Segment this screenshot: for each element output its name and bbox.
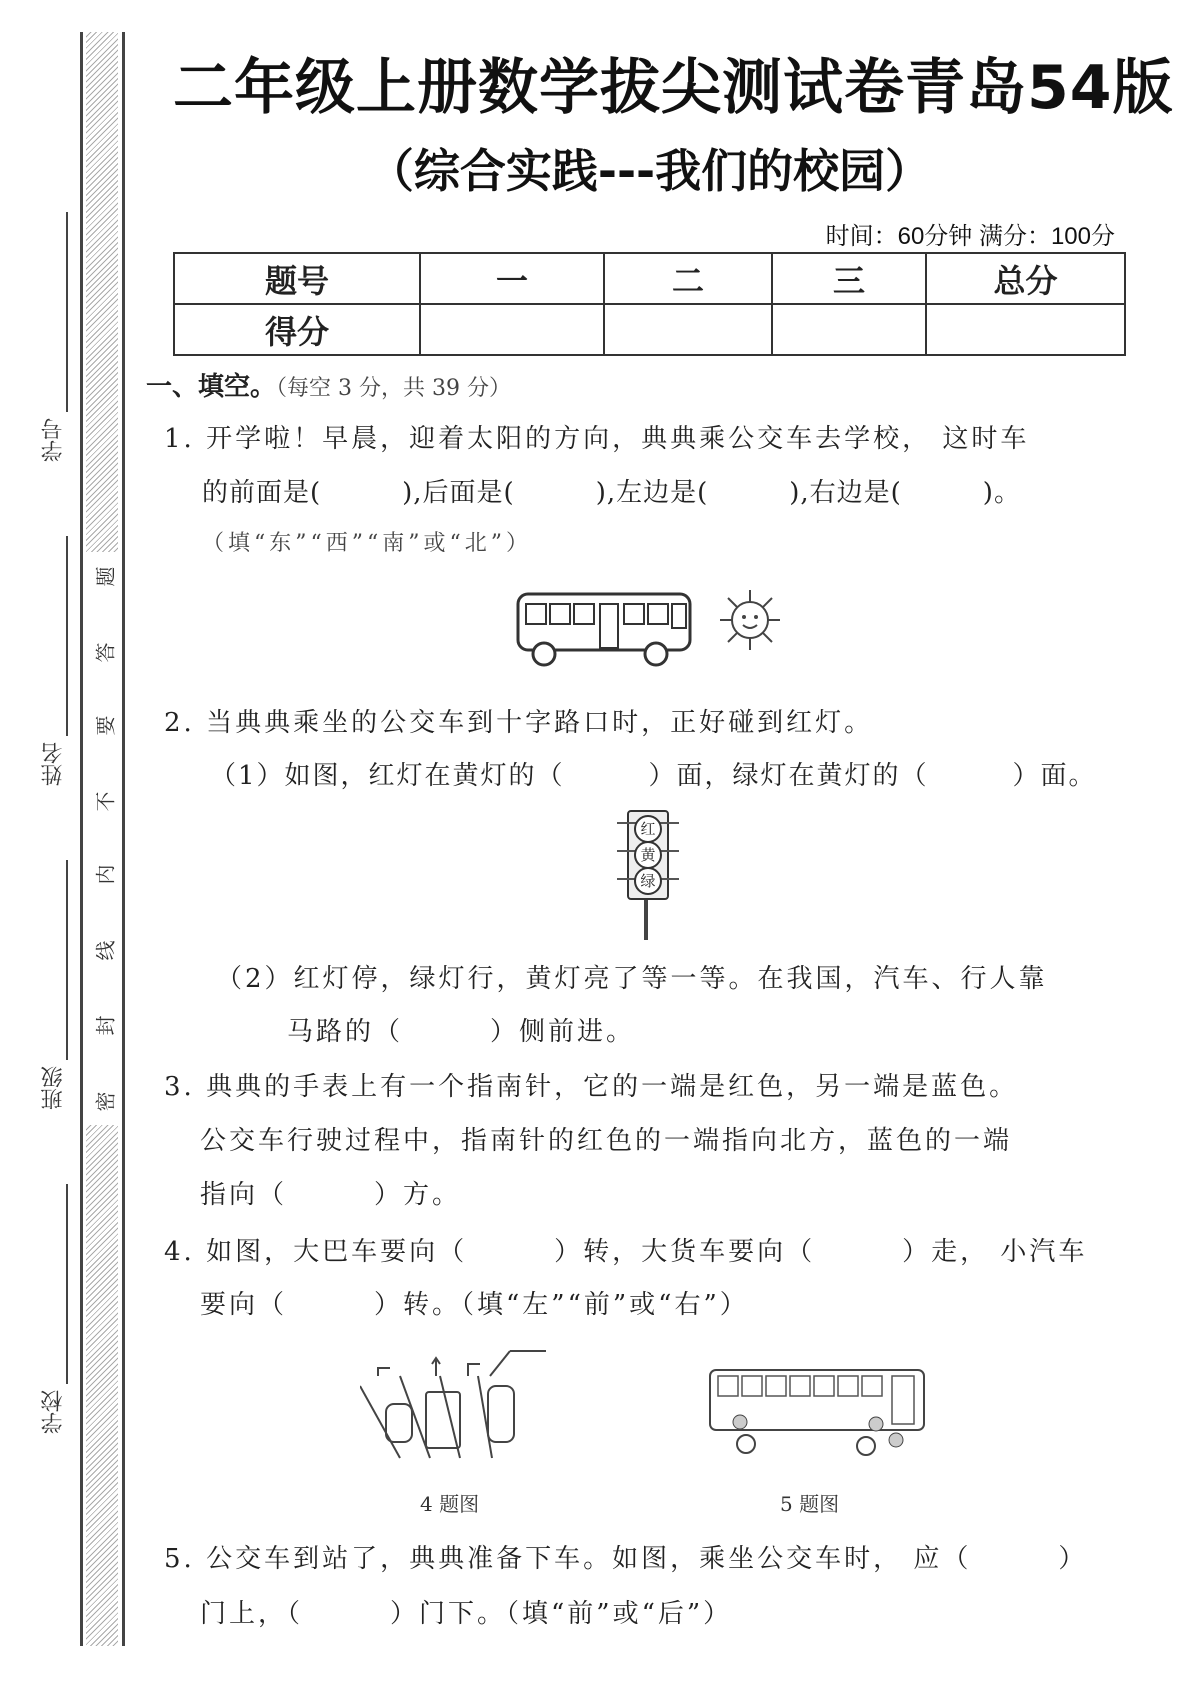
q2-sub2-line1: （2）红灯停，绿灯行，黄灯亮了等一等。在我国，汽车、行人靠 xyxy=(216,964,1048,994)
yellow-light: 黄 xyxy=(634,841,662,869)
seal-char: 答 xyxy=(93,642,118,663)
q3-line2: 公交车行驶过程中，指南针的红色的一端指向北方，蓝色的一端 xyxy=(200,1126,1013,1156)
score-cell[interactable] xyxy=(604,304,772,355)
table-header-cell: 总分 xyxy=(926,253,1125,304)
score-table xyxy=(173,252,1126,356)
q3-line3: 指向（ ）方。 xyxy=(200,1180,462,1210)
student-id-underline xyxy=(66,212,68,412)
q2-sub1: （1）如图，红灯在黄灯的（ ）面，绿灯在黄灯的（ ）面。 xyxy=(210,761,1097,791)
q4-line1: 4. 如图，大巴车要向（ ）转，大货车要向（ ）走， 小汽车 xyxy=(164,1237,1088,1267)
bus-passengers-image xyxy=(706,1366,934,1458)
margin-hatch-bottom xyxy=(86,1125,118,1646)
margin-hatch-top xyxy=(86,32,118,552)
class-label: 班级 xyxy=(41,1066,66,1110)
seal-char: 封 xyxy=(93,1015,118,1036)
seal-char: 线 xyxy=(93,940,118,961)
q5-line1: 5. 公交车到站了，典典准备下车。如图，乘坐公交车时， 应（ ） xyxy=(164,1544,1088,1574)
traffic-light-image xyxy=(617,810,679,940)
table-row xyxy=(174,304,1125,355)
sun-image xyxy=(718,588,782,652)
score-cell[interactable] xyxy=(420,304,604,355)
q3-line1: 3. 典典的手表上有一个指南针，它的一端是红色，另一端是蓝色。 xyxy=(164,1072,1019,1102)
class-underline xyxy=(66,860,68,1060)
margin-line-left xyxy=(80,32,83,1646)
name-label: 姓名 xyxy=(41,742,66,786)
name-underline xyxy=(66,536,68,736)
q2-sub2-line2: 马路的（ ）侧前进。 xyxy=(287,1017,636,1047)
margin-line-right xyxy=(122,32,125,1646)
section-points: （每空 3 分，共 39 分） xyxy=(276,376,511,401)
section-title: 一、填空。 xyxy=(146,372,277,402)
q2-line1: 2. 当典典乘坐的公交车到十字路口时，正好碰到红灯。 xyxy=(164,708,874,738)
table-row xyxy=(174,253,1125,304)
table-header-cell: 题号 xyxy=(174,253,420,304)
q1-line2: 的前面是( ),后面是( ),左边是( ),右边是( )。 xyxy=(202,478,1021,508)
seal-char: 要 xyxy=(93,715,118,736)
section-heading xyxy=(146,366,511,403)
table-header-cell: 三 xyxy=(772,253,926,304)
score-cell[interactable] xyxy=(926,304,1125,355)
q1-note: （填“东”“西”“南”或“北”） xyxy=(202,531,532,556)
seal-char: 内 xyxy=(93,864,118,885)
page-subtitle: （综合实践---我们的校园） xyxy=(367,144,932,198)
table-row-label: 得分 xyxy=(174,304,420,355)
table-header-cell: 二 xyxy=(604,253,772,304)
q5-line2: 门上，（ ）门下。（填“前”或“后”） xyxy=(200,1599,733,1629)
green-light: 绿 xyxy=(634,867,662,895)
score-cell[interactable] xyxy=(772,304,926,355)
red-light: 红 xyxy=(634,815,662,843)
q5-caption: 5 题图 xyxy=(780,1492,840,1516)
time-info: 时间：60分钟 满分：100分 xyxy=(825,223,1115,250)
seal-char: 不 xyxy=(93,791,118,812)
bus-image xyxy=(514,588,696,668)
table-header-cell: 一 xyxy=(420,253,604,304)
student-id-label: 学号 xyxy=(41,418,66,462)
q4-line2: 要向（ ）转。（填“左”“前”或“右”） xyxy=(200,1290,749,1320)
page-title: 二年级上册数学拔尖测试卷青岛54版 xyxy=(173,53,1174,123)
q1-line1: 1. 开学啦！早晨，迎着太阳的方向，典典乘公交车去学校， 这时车 xyxy=(164,424,1030,454)
seal-char: 题 xyxy=(93,566,118,587)
school-underline xyxy=(66,1184,68,1384)
road-lanes-image xyxy=(360,1346,546,1460)
seal-char: 密 xyxy=(93,1091,118,1112)
q4-caption: 4 题图 xyxy=(420,1492,480,1516)
school-label: 学校 xyxy=(41,1390,66,1434)
